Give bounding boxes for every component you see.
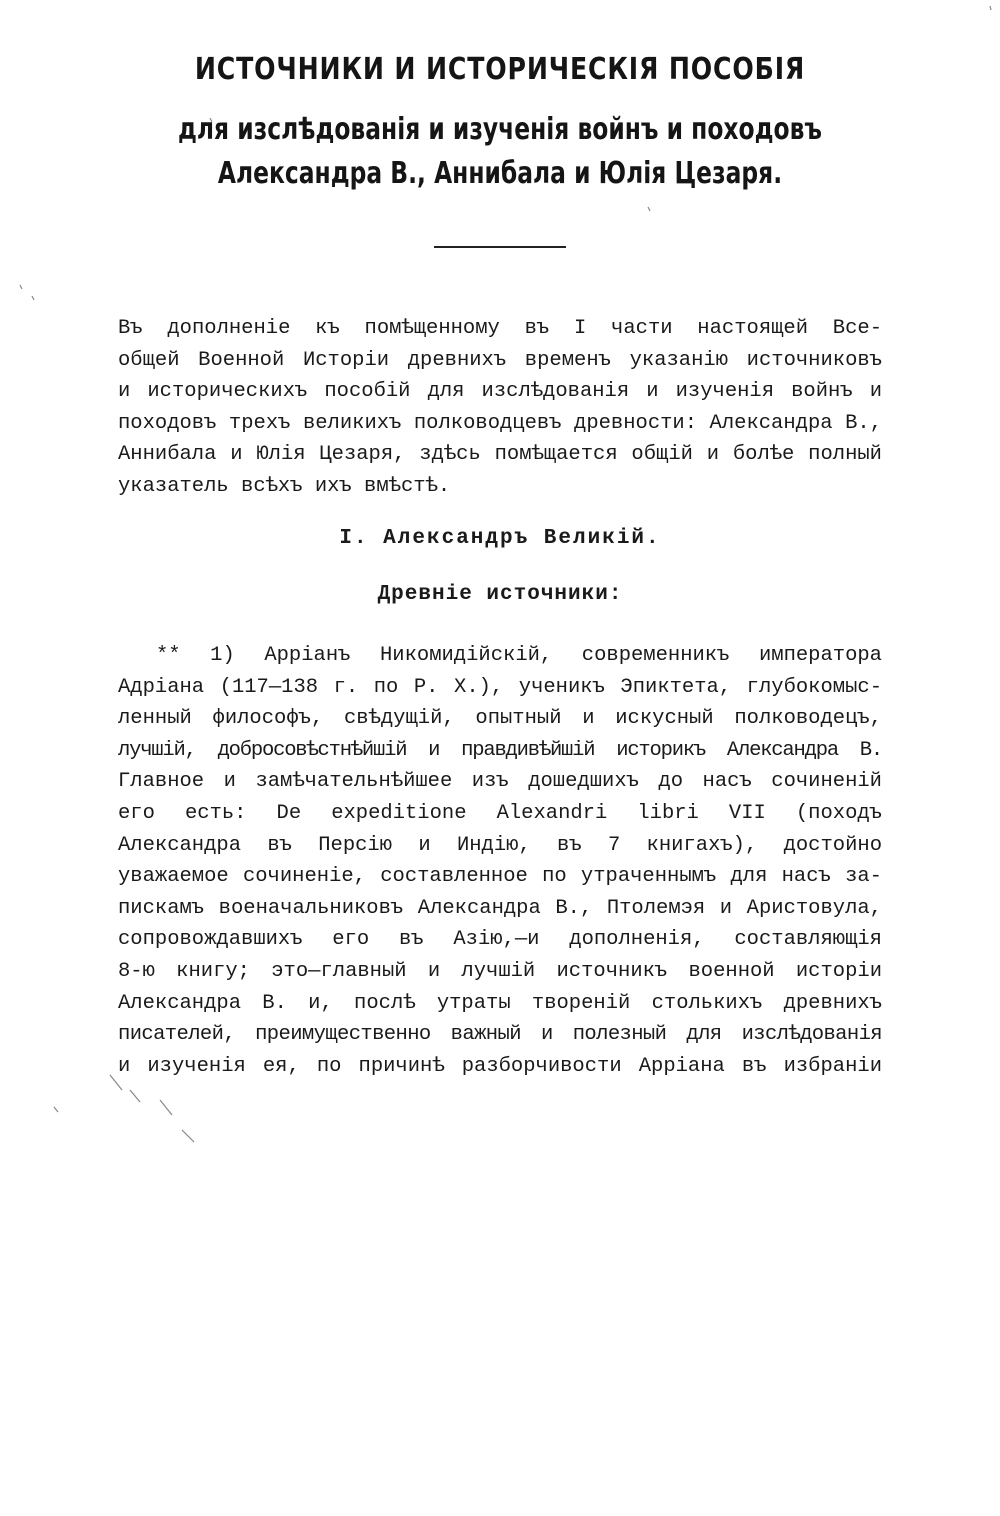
- entry-line: Александра В. и, послѣ утраты творенiй столькихъ древнихъ: [118, 991, 882, 1015]
- intro-line: указатель всѣхъ ихъ вмѣстѣ.: [118, 474, 451, 498]
- entry-line: писателей, преимущественно важный и полезный для изслѣдованiя: [118, 1023, 882, 1047]
- entry-line: ленный философъ, свѣдущiй, опытный и искусный полководецъ,: [118, 707, 882, 731]
- entry-line: лучшiй, добросовѣстнѣйшiй и правдивѣйшiй историкъ Александра В.: [118, 738, 882, 762]
- page-title: ИСТОЧНИКИ И ИСТОРИЧЕСКIЯ ПОСОБIЯ: [194, 52, 806, 87]
- page-subtitle-line-2: Александра В., Аннибала и Юлiя Цезаря.: [217, 156, 783, 191]
- section-heading: I. Александръ Великiй.: [339, 527, 661, 550]
- entry-line: ** 1) Арріанъ Никомидiйскiй, современникъ императора: [156, 644, 882, 667]
- intro-line: общей Военной Исторiи древнихъ временъ указанiю источниковъ: [118, 348, 882, 372]
- intro-line: походовъ трехъ великихъ полководцевъ древности: Александра В.,: [118, 411, 882, 435]
- entry-line: Александра въ Персiю и Индiю, въ 7 книгахъ), достойно: [118, 833, 882, 857]
- source-entry-paragraph: [118, 640, 882, 1082]
- intro-paragraph: [118, 313, 882, 503]
- intro-line: Аннибала и Юлiя Цезаря, здѣсь помѣщается общiй и болѣе полный: [118, 443, 882, 467]
- entry-line: пискамъ военачальниковъ Александра В., Птолемэя и Аристовула,: [118, 896, 882, 920]
- entry-line: уважаемое сочиненiе, составленное по утраченнымъ для насъ за-: [118, 865, 882, 889]
- entry-line: его есть: De expeditione Alexandri libri VII (походъ: [118, 801, 882, 825]
- page-subtitle-line-1: для изслѣдованiя и изученiя войнъ и походовъ: [178, 112, 822, 147]
- entry-line: сопровождавшихъ его въ Азiю,—и дополненiя, составляющiя: [118, 928, 882, 952]
- entry-line: Главное и замѣчательнѣйшее изъ дошедшихъ до насъ сочиненiй: [118, 770, 882, 794]
- entry-line: 8-ю книгу; это—главный и лучшiй источникъ военной исторiи: [118, 959, 882, 983]
- intro-line: и историческихъ пособiй для изслѣдованiя и изученiя войнъ и: [118, 380, 882, 404]
- intro-line: Въ дополненiе къ помѣщенному въ I части настоящей Все-: [118, 317, 882, 340]
- entry-line: и изученiя ея, по причинѣ разборчивости Арріана въ избранiи: [118, 1054, 882, 1078]
- section-subheading: Древнiе источники:: [377, 583, 623, 606]
- title-divider: [434, 246, 566, 248]
- entry-line: Адрiана (117—138 г. по Р. Х.), ученикъ Эпиктета, глубокомыс-: [118, 675, 882, 699]
